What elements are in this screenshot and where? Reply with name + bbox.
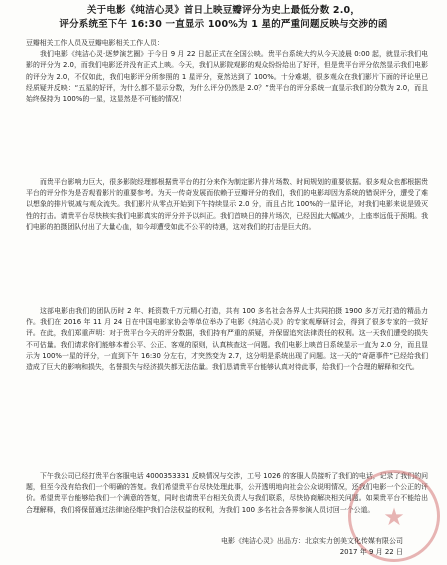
signature-block xyxy=(221,536,403,558)
seal-star-icon: ★ xyxy=(383,503,405,531)
paragraph-4: 下午我公司已经打贵平台客服电话 4000353331 反映情况与交涉，工号 1026 的客服人员接听了我们的电话，记录了我们的问题，但至今没有给我们一个明确的答复。我们希望贵平台尽快处理此事，公开透明地向社会公众说明情况，还我们电影一个公正的评价。希望贵平台能够给我们一个满意的答复，同时也请贵平台相关负责人与我们联系，尽快协商解决相关问题。如果贵平台不能给出合理解释，我们将保留通过法律途径维护我们合法权益的权利，为我们 100 多名社会各界参演人员讨回一个公道。 xyxy=(26,472,428,514)
signature-company: 电影《纯洁心灵》出品方：北京实力创美文化传媒有限公司 xyxy=(221,537,403,545)
letter-title xyxy=(0,4,447,32)
letter-body-section-1 xyxy=(26,38,428,105)
paragraph-2: 而贵平台影响力巨大，很多影院经理都根据贵平台的打分来作为制定影片排片场数、时间规划的重要依据。很多观众也都根据贵平台的评分作为是否观看影片的重要参考。为天一传奇发展而依赖于豆瓣评分的我们，我们的电影却因为系统的错误评分，遭受了难以想象的排片锐减与观众流失。我们影片从零点开始到下午持续显示 2.0 分，而且占比 100%的一星评论，对我们电影来说是毁灭性的打击。请贵平台尽快核实我们电影真实的评分并予以纠正。我们首映日的排片场次，已经因此大幅减少，上座率远低于预期。我们电影的拍摄团队付出了大量心血，如今却遭受如此不公平的待遇，这对我们的打击是巨大的。 xyxy=(26,178,428,231)
paragraph-1: 我们电影《纯洁心灵·逐梦演艺圈》于今日 9 月 22 日起正式在全国公映。贵平台系统大约从今天凌晨 0:00 起，就显示我们电影的评分为 2.0，而我们电影还并没有正式上映。今天，我们从影院观影的观众纷纷给出了好评，但是贵平台评分依然显示我们电影的评分为 2.0，不仅如此，我们电影评分所参照的 1 星评分，竟然达到了 100%。十分难堪，很多观众在我们影片下面的评论里已经质疑并反映：“五星的好评，为什么都不显示分数，为什么评分仍然是 2.0？”贵平台的评分系统一直显示我们的分数为 2.0，而且始终保持为 100%的一星，这显然是不可能的情况！ xyxy=(26,50,428,104)
title-line-1: 关于电影《纯洁心灵》首日上映豆瓣评分为史上最低分数 2.0， xyxy=(86,5,361,16)
greeting: 豆瓣相关工作人员及豆瓣电影相关工作人员： xyxy=(26,39,164,47)
letter-body-section-3 xyxy=(26,306,428,373)
paragraph-3: 这部电影由我们的团队历时 2 年、耗资数千万元精心打造，共有 100 多名社会各界人士共同拍摄 1900 多万元打造的精品力作。我们在 2016 年 11 月 24 日在中国电影家协会等单位举办了电影《纯洁心灵》的专家观摩研讨会，得到了很多专家的一致好评。在此，我们郑重声明：对于贵平台今天的评分数据，我们持有严重的质疑，并保留追究法律责任的权利。这一天我们遭受的损失不可估量。我们请求你们能够本着公平、公正、客观的原则，认真核查这一问题。我们电影上映首日系统显示一直为 2.0 分，而且显示为 100%一星的评分，一直到下午 16:30 分左右，才突然变为 2.7，这分明是系统出现了问题。这一天的“奇葩事件”已经给我们造成了巨大的影响和损失，名誉损失与经济损失都无法估量。我们恳请贵平台能够认真对待此事，给我们一个合理的解释和交代。 xyxy=(26,307,428,372)
letter-body-section-2 xyxy=(26,177,428,233)
signature-date: 2017 年 9 月 22 日 xyxy=(339,548,403,556)
title-line-2: 评分系统至下午 16:30 一直显示 100%为 1 星的严重问题反映与交涉的函 xyxy=(59,19,388,30)
